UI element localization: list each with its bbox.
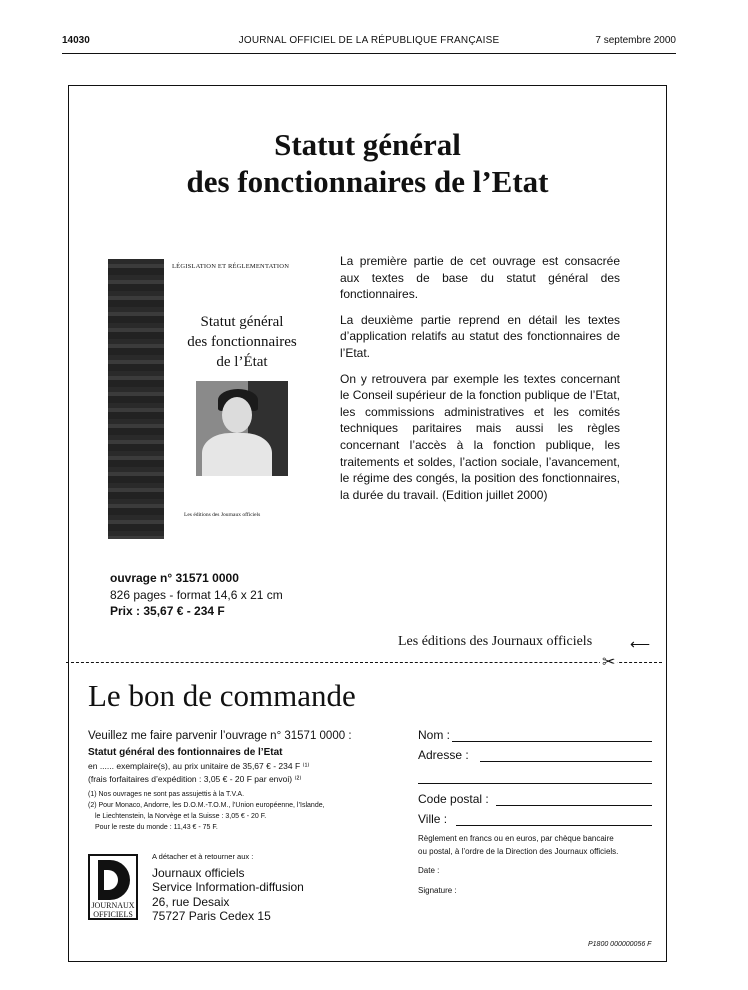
cover-photo [196, 381, 288, 476]
ad-title [68, 126, 667, 200]
book-details [110, 570, 283, 620]
payment-instructions [418, 832, 658, 858]
note-2b: le Liechtenstein, la Norvège et la Suisse : 3,05 € - 20 F. [95, 813, 267, 820]
payment-line: Règlement en francs ou en euros, par chèque bancaire [418, 834, 614, 843]
note-1: (1) Nos ouvrages ne sont pas assujettis à la T.V.A. [88, 791, 245, 798]
book-description [340, 253, 620, 512]
journaux-officiels-logo [88, 854, 138, 920]
cover-publisher: Les éditions des Journaux officiels [184, 512, 261, 518]
adresse-field[interactable] [418, 748, 658, 768]
logo-text: JOURNAUX OFFICIELS [91, 901, 135, 919]
ad-title-line2: des fonctionnaires de l’Etat [186, 164, 549, 199]
journal-title: JOURNAL OFFICIEL DE LA RÉPUBLIQUE FRANÇAISE [238, 35, 500, 46]
code-postal-label: Code postal : [418, 792, 489, 806]
signature-label[interactable]: Signature : [418, 886, 457, 895]
adresse-extra-line[interactable] [418, 783, 652, 784]
book-spine [108, 259, 164, 539]
page-number: 14030 [62, 35, 90, 46]
cover-collection: LÉGISLATION ET RÉGLEMENTATION [172, 263, 290, 270]
date-label[interactable]: Date : [418, 866, 440, 875]
detach-instruction: A détacher et à retourner aux : [152, 852, 254, 861]
address-line: 26, rue Desaix [152, 894, 230, 909]
note-2c: Pour le reste du monde : 11,43 € - 75 F. [95, 824, 218, 831]
pages-format: 826 pages - format 14,6 x 21 cm [110, 587, 283, 602]
nom-field[interactable] [418, 728, 658, 748]
order-details [88, 729, 388, 833]
order-quantity: en ...... exemplaire(s), au prix unitaire de 35,67 € - 234 F ⁽¹⁾ [88, 761, 310, 771]
order-book-title: Statut général des fontionnaires de l’Etat [88, 747, 283, 758]
customer-fields [418, 728, 658, 832]
book-cover-image [108, 256, 320, 544]
description-paragraph: La deuxième partie reprend en détail les textes d’application relatifs au statut des fonctionnaires de l’Etat. [340, 312, 620, 360]
cover-title-line2: des fonctionnaires [187, 334, 297, 350]
page-header [62, 35, 676, 51]
cover-title-line1: Statut général [200, 314, 284, 330]
address-line: 75727 Paris Cedex 15 [152, 909, 271, 924]
ville-field[interactable] [418, 812, 658, 832]
description-paragraph: La première partie de cet ouvrage est consacrée aux textes de base du statut général des fonctionnaires. [340, 254, 620, 302]
cover-title [164, 312, 320, 372]
payment-line: ou postal, à l’ordre de la Direction des Journaux officiels. [418, 847, 619, 856]
code-postal-input-line[interactable] [496, 805, 652, 806]
note-2a: (2) Pour Monaco, Andorre, les D.O.M.-T.O.M., l’Union européenne, l’Islande, [88, 802, 325, 809]
order-intro: Veuillez me faire parvenir l’ouvrage n° 31571 0000 : [88, 730, 352, 742]
scissors-icon: ✂ [602, 654, 616, 671]
adresse-extra-field[interactable] [418, 768, 658, 788]
address-line: Service Information-diffusion [152, 880, 304, 895]
ad-title-line1: Statut général [274, 127, 461, 162]
header-rule [62, 53, 676, 54]
adresse-input-line[interactable] [480, 761, 652, 762]
publisher-line: Les éditions des Journaux officiels [398, 634, 593, 649]
price: Prix : 35,67 € - 234 F [110, 604, 225, 618]
address-line: Journaux officiels [152, 866, 245, 880]
arrow-left-icon: ⟵ [630, 636, 651, 652]
ville-label: Ville : [418, 812, 448, 826]
ouvrage-number: ouvrage n° 31571 0000 [110, 571, 239, 585]
cover-title-line3: de l’État [216, 354, 268, 370]
code-postal-field[interactable] [418, 792, 658, 812]
reference-code: P1800 000000056 F [588, 941, 652, 948]
cut-line [66, 662, 662, 663]
nom-input-line[interactable] [452, 741, 652, 742]
return-address [152, 866, 304, 924]
nom-label: Nom : [418, 728, 451, 742]
order-notes [88, 789, 388, 833]
description-paragraph: On y retrouvera par exemple les textes concernant le Conseil supérieur de la fonction publique de l’Etat, les commissions administratives et les comités techniques paritaires mais aussi les règles concernant l’accès à la fonction publique, les traitements et soldes, l’action sociale, l’avancement, le régime des congés, la position des fonctionnaires, la durée du travail. (Edition juillet 2000) [340, 371, 620, 502]
adresse-label: Adresse : [418, 748, 469, 762]
order-form-title: Le bon de commande [88, 678, 356, 713]
issue-date: 7 septembre 2000 [595, 35, 676, 46]
ville-input-line[interactable] [456, 825, 652, 826]
order-shipping: (frais forfaitaires d’expédition : 3,05 € - 20 F par envoi) ⁽²⁾ [88, 774, 302, 784]
